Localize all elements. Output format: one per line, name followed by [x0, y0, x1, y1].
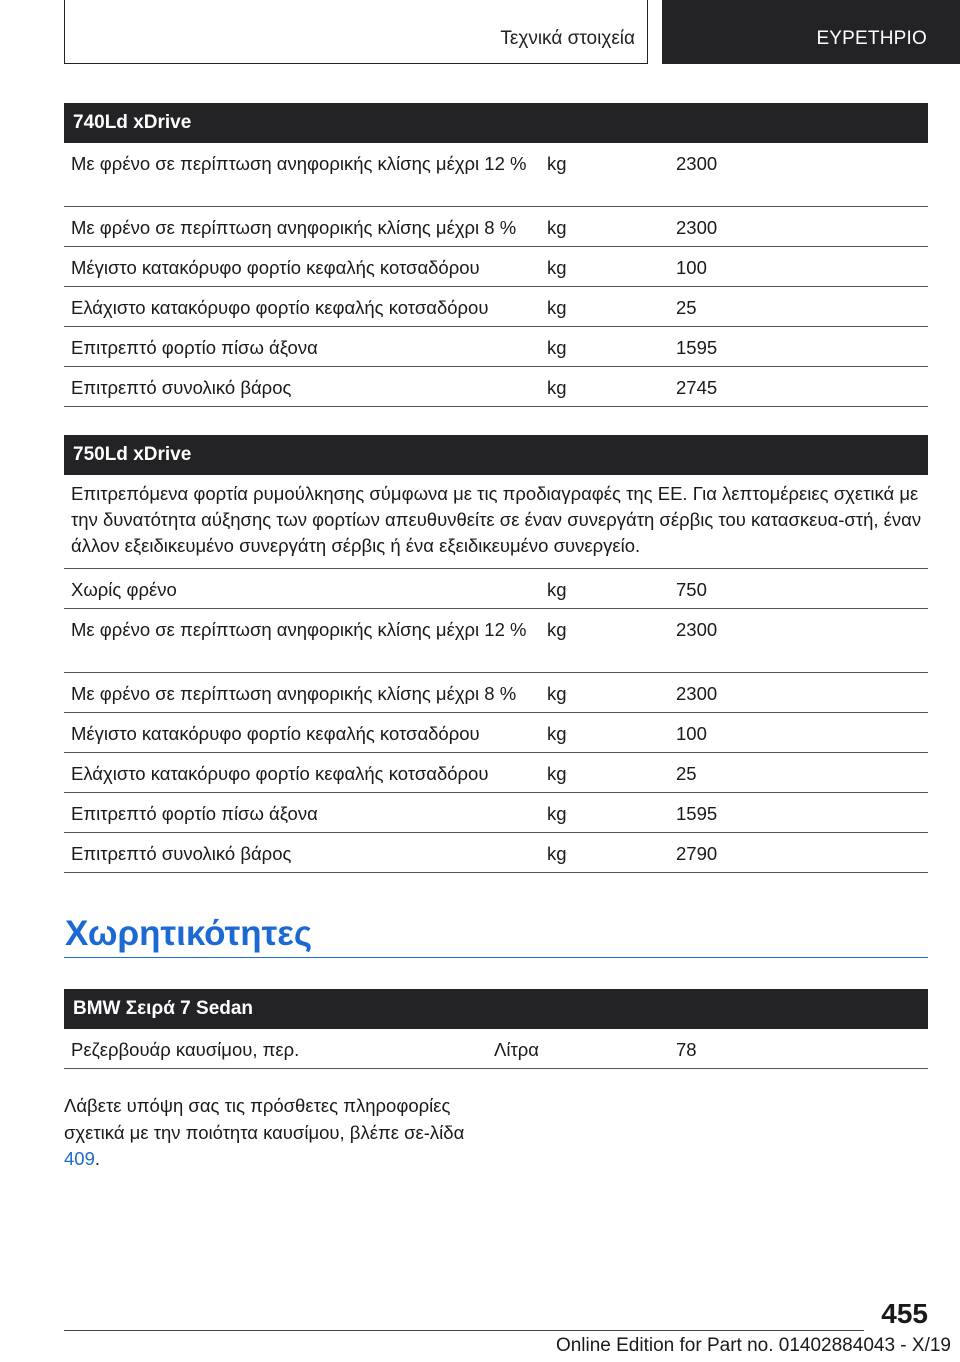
row-value: 1595: [676, 803, 718, 824]
table-capacities: [64, 989, 928, 1069]
top-navigation: [0, 0, 960, 66]
table-row: [64, 287, 928, 327]
note-period: .: [94, 1148, 101, 1169]
row-unit: kg: [547, 683, 567, 704]
table-note: Επιτρεπόμενα φορτία ρυμούλκησης σύμφωνα με τις προδιαγραφές της ΕΕ. Για λεπτομέρειες σχετικά με την δυνατότητα αύξησης των φορτίων απευθυνθείτε σε έναν συνεργάτη σέρβις του κατασκευα-στή, έναν άλλον εξειδικευμένο συνεργάτη σέρβις ή ένα εξειδικευμένο συνεργείο.: [64, 475, 928, 569]
row-unit: kg: [547, 297, 567, 318]
table-row: [64, 793, 928, 833]
table-750ld: [64, 435, 928, 873]
row-label: Με φρένο σε περίπτωση ανηφορικής κλίσης μέχρι 8 %: [71, 683, 517, 704]
row-value: 1595: [676, 337, 718, 358]
row-label: Ελάχιστο κατακόρυφο φορτίο κεφαλής κοτσαδόρου: [71, 297, 489, 318]
row-unit: kg: [547, 723, 567, 744]
table-row: [64, 207, 928, 247]
table-row: [64, 247, 928, 287]
row-value: 2300: [676, 683, 718, 704]
row-label: Μέγιστο κατακόρυφο φορτίο κεφαλής κοτσαδόρου: [71, 257, 480, 278]
row-label: Μέγιστο κατακόρυφο φορτίο κεφαλής κοτσαδόρου: [71, 723, 480, 744]
fuel-quality-note: [64, 1093, 484, 1173]
row-unit: Λίτρα: [494, 1039, 539, 1060]
row-label: Επιτρεπτό συνολικό βάρος: [71, 843, 292, 864]
row-unit: kg: [547, 153, 567, 174]
table-header: BMW Σειρά 7 Sedan: [64, 989, 928, 1029]
page-number: 455: [881, 1298, 928, 1329]
row-label: Με φρένο σε περίπτωση ανηφορικής κλίσης μέχρι 8 %: [71, 217, 517, 238]
page-link[interactable]: 409: [64, 1148, 95, 1169]
row-unit: kg: [547, 843, 567, 864]
row-label: Χωρίς φρένο: [71, 579, 177, 600]
footer-edition: Online Edition for Part no. 01402884043 - X/19: [555, 1335, 951, 1356]
table-header: 740Ld xDrive: [64, 103, 928, 143]
tab-index-label: ΕΥΡΕΤΗΡΙΟ: [816, 28, 927, 49]
row-unit: kg: [547, 257, 567, 278]
tab-technical-data[interactable]: [64, 0, 648, 64]
table-row: [64, 713, 928, 753]
table-row: [64, 143, 928, 207]
table-row: [64, 367, 928, 407]
row-value: 25: [676, 763, 697, 784]
table-row: [64, 569, 928, 609]
row-value: 2300: [676, 217, 718, 238]
row-unit: kg: [547, 803, 567, 824]
row-label: Επιτρεπτό συνολικό βάρος: [71, 377, 292, 398]
table-header: 750Ld xDrive: [64, 435, 928, 475]
row-value: 25: [676, 297, 697, 318]
table-row: [64, 753, 928, 793]
row-unit: kg: [547, 377, 567, 398]
row-value: 2300: [676, 153, 718, 174]
row-unit: kg: [547, 217, 567, 238]
row-label: Επιτρεπτό φορτίο πίσω άξονα: [71, 337, 318, 358]
tab-technical-data-label: Τεχνικά στοιχεία: [500, 28, 635, 49]
section-heading-capacities: Χωρητικότητες: [64, 914, 928, 958]
note-text: Λάβετε υπόψη σας τις πρόσθετες πληροφορίες σχετικά με την ποιότητα καυσίμου, βλέπε σε-λίδα: [64, 1095, 465, 1143]
row-label: Επιτρεπτό φορτίο πίσω άξονα: [71, 803, 318, 824]
row-label: Με φρένο σε περίπτωση ανηφορικής κλίσης μέχρι 12 %: [71, 153, 527, 174]
table-row: [64, 673, 928, 713]
row-value: 750: [676, 579, 707, 600]
row-value: 2300: [676, 619, 718, 640]
row-value: 100: [676, 723, 707, 744]
table-row: [64, 609, 928, 673]
row-value: 100: [676, 257, 707, 278]
row-value: 2745: [676, 377, 718, 398]
row-unit: kg: [547, 337, 567, 358]
row-unit: kg: [547, 579, 567, 600]
footer-divider: [64, 1330, 864, 1331]
row-unit: kg: [547, 619, 567, 640]
row-value: 78: [676, 1039, 697, 1060]
row-unit: kg: [547, 763, 567, 784]
table-row: [64, 327, 928, 367]
row-label: Ελάχιστο κατακόρυφο φορτίο κεφαλής κοτσαδόρου: [71, 763, 489, 784]
table-740ld: [64, 103, 928, 407]
table-row: [64, 833, 928, 873]
row-label: Ρεζερβουάρ καυσίμου, περ.: [71, 1039, 300, 1060]
tab-index[interactable]: [662, 0, 960, 64]
row-label: Με φρένο σε περίπτωση ανηφορικής κλίσης μέχρι 12 %: [71, 619, 527, 640]
table-row: [64, 1029, 928, 1069]
row-value: 2790: [676, 843, 718, 864]
